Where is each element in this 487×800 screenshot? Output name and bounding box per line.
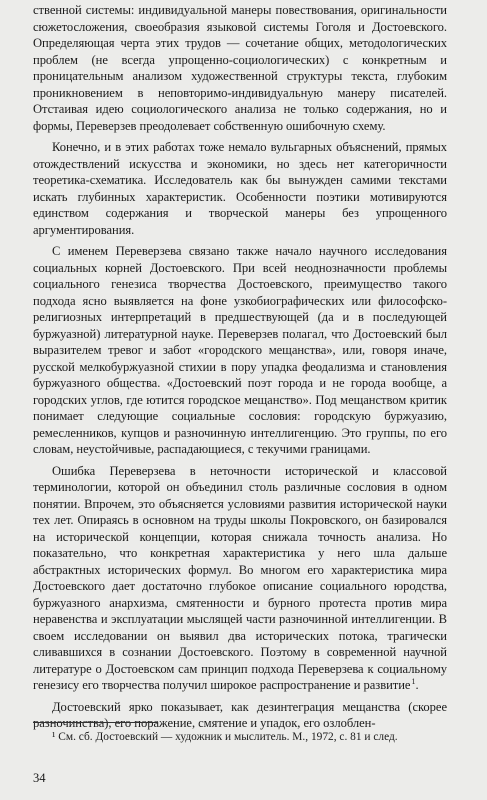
body-paragraph-1: ственной системы: индивидуальной манеры повествования, оригинальности сюжетосложения, своеобразия языковой системы Гоголя и Достоевского. Определяющая черта этих трудов — сочетание общих, методологических проблем (не всегда упрощенно-социологических) с конкретным и проницательным анализом художественной структуры текста, глубоким проникновением в неповторимо-индивидуальную манеру писателей. Отстаивая идею социологического анализа не только содержания, но и формы, Переверзев преодолевает собственную ошибочную схему. bbox=[33, 3, 447, 133]
body-paragraph-4: Ошибка Переверзева в неточности исторической и классовой терминологии, которой он объединил столь различные сословия в одном понятии. Впрочем, это объясняется условиями развития исторической науки тех лет. Опираясь в основном на труды школы Покровского, он базировался на исторической концепции, которая снижала точность анализа. Но показательно, что конкретная характеристика у него шла дальше абстрактных исторических формул. Во многом его характеристика мира Достоевского дает достаточно глубокое описание социального юродства, буржуазного анархизма, смятенности и бурного протеста против мира неравенства и эксплуатации мыслящей части разночинной интеллигенции. В своем исследовании он выявил два исторических потока, трагически сливавшихся в сознании Достоевского. Поэтому в современной научной литературе о Достоевском сам принцип подхода Переверзева к социальному генезису его творчества получил широкое распространение и развитие $^1$. bbox=[33, 463, 447, 692]
footnote-reference: 1 bbox=[411, 676, 416, 686]
footnote-text: ¹ См. сб. Достоевский — художник и мыслитель. М., 1972, с. 81 и след. bbox=[52, 731, 398, 743]
body-paragraph-2: Конечно, и в этих работах тоже немало вульгарных объяснений, прямых отождествлений искусства и экономики, но здесь нет категоричности теоретика-схематика. Исследователь как бы вынужден самими текстами искать глубинных характеристик. Особенности поэтики мотивируются единством содержания и творческой манеры без упрощенного аргументирования. bbox=[33, 140, 447, 237]
page-number: 34 bbox=[33, 771, 46, 785]
body-paragraph-4-text: Ошибка Переверзева в неточности исторической и классовой терминологии, которой он объединил столь различные сословия в одном понятии. Впрочем, это объясняется условиями развития исторической науки тех лет. Опираясь в основном на труды школы Покровского, он базировался на исторической концепции, которая снижала точность анализа. Но показательно, что конкретная характеристика у него шла дальше абстрактных исторических формул. Во многом его характеристика мира Достоевского дает достаточно глубокое описание социального юродства, буржуазного анархизма, смятенности и бурного протеста против мира неравенства и эксплуатации мыслящей части разночинной интеллигенции. В своем исследовании он выявил два исторических потока, трагически сливавшихся в сознании Достоевского. Поэтому в современной научной литературе о Достоевском сам принцип подхода Переверзева к социальному генезису его творчества получил широкое распространение и развитие bbox=[33, 463, 447, 692]
body-paragraph-3: С именем Переверзева связано также начало научного исследования социальных корней Достоевского. При всей неоднозначности проблемы социального генезиса творчества Достоевского, преимущество такого подхода ясно выявляется на фоне узкобиографических или философско-религиозных интерпретаций в предшествующей (да и в последующей буржуазной) литературной науке. Переверзев полагал, что Достоевский был выразителем тревог и забот «городского мещанства», или, говоря иначе, русской мелкобуржуазной стихии в пору упадка феодализма и становления буржуазного общества. «Достоевский поэт города и не города вообще, а городских углов, где ютится городское мещанство». Под мещанством критик понимает следующие социальные сословия: городскую буржуазию, ремесленников, купцов и разночинную интеллигенцию. Это группы, по его словам, неустойчивые, распадающиеся, с текучими границами. bbox=[33, 244, 447, 456]
body-paragraph-5: Достоевский ярко показывает, как дезинтеграция мещанства (скорее разночинства), его поражение, смятение и упадок, его озлоблен- bbox=[33, 699, 447, 730]
footnote-divider bbox=[33, 722, 158, 723]
